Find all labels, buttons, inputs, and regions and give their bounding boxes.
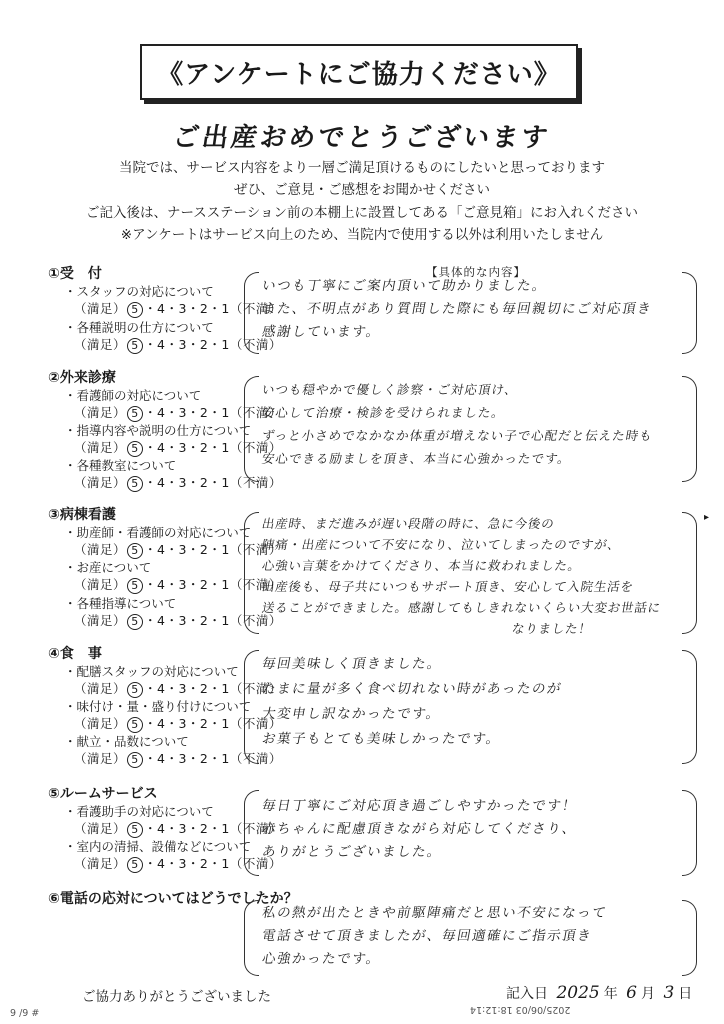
section-item-label: ・指導内容や説明の仕方について	[64, 423, 252, 438]
survey-title-box	[140, 44, 578, 100]
rating-selected[interactable]: 5	[127, 822, 143, 838]
comment-outpatient[interactable]: いつも穏やかで優しく診察・ご対応頂け、 安心して治療・検診を受けられました。 ずっと小さめでなかなか体重が増えない子で心配だと伝えた時も 安心できる励ましを頂き、本当に心強かったです。	[260, 382, 655, 466]
congrats-heading: ご出産おめでとうございます	[171, 123, 553, 153]
section-item-label: ・各種教室について	[64, 458, 177, 473]
caret-right-icon: ▸	[704, 512, 710, 523]
rating-scale: （満足） 5 ・4・3・2・1（不満）	[74, 681, 282, 696]
date-prefix: 記入日	[506, 986, 548, 1002]
comment-meals[interactable]: 毎回美味しく頂きました。 たまに量が多く食べ切れない時があったのが 大変申し訳なかったです。 お菓子もとても美味しかったです。	[260, 656, 564, 747]
intro-line-1: 当院では、サービス内容をより一層ご満足頂けるものにしたいと思っております	[119, 160, 605, 176]
comment-bracket-right	[682, 790, 697, 876]
section-title-ward-nursing: ③病棟看護	[48, 507, 116, 523]
date-day: 3	[663, 983, 675, 1003]
rating-selected[interactable]: 5	[127, 406, 143, 422]
comment-bracket-left	[244, 376, 259, 482]
comment-reception[interactable]: いつも丁寧にご案内頂いて助かりました。 また、不明点があり質問した際にも毎回親切にご対応頂き 感謝しています。	[260, 278, 654, 340]
intro-line-2: ぜひ、ご意見・ご感想をお聞かせください	[234, 182, 490, 198]
section-item-label: ・看護助手の対応について	[64, 804, 214, 819]
rating-scale: （満足） 5 ・4・3・2・1（不満）	[74, 821, 282, 836]
rating-selected[interactable]: 5	[127, 338, 143, 354]
rating-scale: （満足） 5 ・4・3・2・1（不満）	[74, 542, 282, 557]
section-title-phone: ⑥電話の応対についてはどうでしたか？	[48, 891, 298, 907]
rating-selected[interactable]: 5	[127, 441, 143, 457]
rating-scale: （満足） 5 ・4・3・2・1（不満）	[74, 751, 282, 766]
section-title-outpatient: ②外来診療	[48, 370, 116, 386]
rating-selected[interactable]: 5	[127, 857, 143, 873]
rating-selected[interactable]: 5	[127, 543, 143, 559]
comment-bracket-left	[244, 512, 259, 634]
comment-bracket-left	[244, 650, 259, 764]
rating-scale: （満足） 5 ・4・3・2・1（不満）	[74, 405, 282, 420]
rating-scale: （満足） 5 ・4・3・2・1（不満）	[74, 577, 282, 592]
section-item-label: ・看護師の対応について	[64, 388, 202, 403]
comment-bracket-right	[682, 272, 697, 354]
detail-label: 【具体的な内容】	[426, 265, 526, 279]
date-year: 2025	[556, 983, 600, 1003]
rating-selected[interactable]: 5	[127, 752, 143, 768]
rating-selected[interactable]: 5	[127, 614, 143, 630]
section-item-label: ・献立・品数について	[64, 734, 189, 749]
rating-selected[interactable]: 5	[127, 717, 143, 733]
rating-scale: （満足） 5 ・4・3・2・1（不満）	[74, 613, 282, 628]
comment-bracket-left	[244, 790, 259, 876]
date-month: 6	[626, 983, 637, 1003]
rating-selected[interactable]: 5	[127, 578, 143, 594]
comment-bracket-left	[244, 900, 259, 976]
rating-scale: （満足） 5 ・4・3・2・1（不満）	[74, 856, 282, 871]
rating-selected[interactable]: 5	[127, 682, 143, 698]
intro-line-4: ※アンケートはサービス向上のため、当院内で使用する以外は利用いたしません	[120, 227, 604, 243]
fax-header: 2025/06/03 18:12:14	[470, 1004, 571, 1015]
section-title-meals: ④食 事	[48, 646, 102, 662]
rating-selected[interactable]: 5	[127, 302, 143, 318]
section-title-room-service: ⑤ルームサービス	[48, 786, 158, 802]
section-item-label: ・助産師・看護師の対応について	[64, 525, 252, 540]
rating-selected[interactable]: 5	[127, 476, 143, 492]
intro-line-3: ご記入後は、ナースステーション前の本棚上に設置してある「ご意見箱」にお入れください	[85, 205, 638, 221]
comment-bracket-right	[682, 650, 697, 764]
section-item-label: ・味付け・量・盛り付けについて	[64, 699, 252, 714]
section-item-label: ・お産について	[64, 560, 152, 575]
section-item-label: ・各種指導について	[64, 596, 177, 611]
comment-bracket-right	[682, 376, 697, 482]
section-item-label: ・各種説明の仕方について	[64, 320, 214, 335]
page-counter: 9 /9 #	[10, 1008, 40, 1019]
comment-bracket-right	[682, 900, 697, 976]
section-title-reception: ①受 付	[48, 266, 102, 282]
footer-thanks: ご協力ありがとうございました	[82, 989, 271, 1005]
comment-bracket-right	[682, 512, 697, 634]
comment-bracket-left	[244, 272, 259, 354]
rating-scale: （満足） 5 ・4・3・2・1（不満）	[74, 716, 282, 731]
survey-title: 《アンケートにご協力ください》	[157, 59, 561, 90]
comment-room-service[interactable]: 毎日丁寧にご対応頂き過ごしやすかったです！ 赤ちゃんに配慮頂きながら対応してくださり、 ありがとうございました。	[260, 798, 579, 860]
rating-scale: （満足） 5 ・4・3・2・1（不満）	[74, 337, 282, 352]
comment-ward-nursing[interactable]: 出産時、まだ進みが遅い段階の時に、急に今後の 陣痛・出産について不安になり、泣いてしまったのですが、 心強い言葉をかけてくださり、本当に救われました。 出産後も、母子共にいつもサポート頂き、安心して入院生活を 送ることができました。感謝してもしきれないくらい大変お世話に なりました！	[260, 516, 663, 636]
section-item-label: ・配膳スタッフの対応について	[64, 664, 239, 679]
comment-phone[interactable]: 私の熱が出たときや前駆陣痛だと思い不安になって 電話させて頂きましたが、毎回適確にご指示頂き 心強かったです。	[260, 905, 609, 967]
rating-scale: （満足） 5 ・4・3・2・1（不満）	[74, 301, 282, 316]
rating-scale: （満足） 5 ・4・3・2・1（不満）	[74, 475, 282, 490]
section-item-label: ・室内の清掃、設備などについて	[64, 839, 252, 854]
rating-scale: （満足） 5 ・4・3・2・1（不満）	[74, 440, 282, 455]
section-item-label: ・スタッフの対応について	[64, 284, 214, 299]
entry-date[interactable]: 記入日 2025 年 6 月 3 日	[506, 983, 693, 1003]
